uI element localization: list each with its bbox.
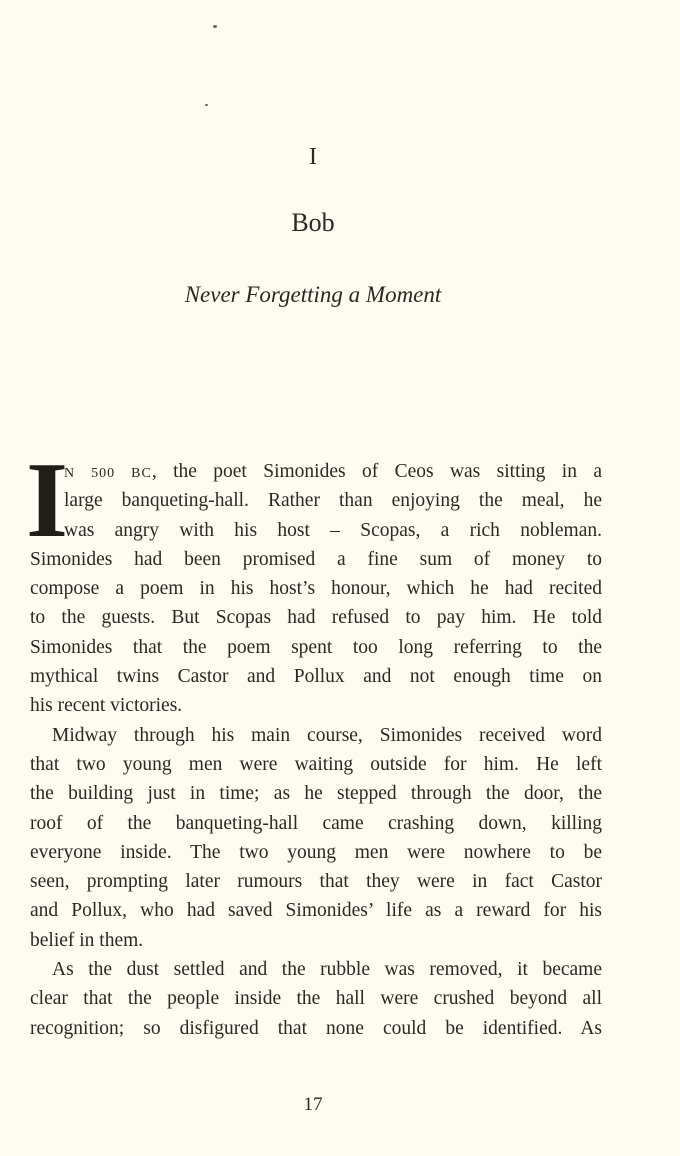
scan-speck bbox=[205, 104, 208, 106]
text-fragment: , the poet Simonides of Ceos was sitting in a bbox=[151, 461, 602, 482]
text-line: Simonides had been promised a fine sum of money to bbox=[30, 548, 602, 570]
text-line: large banqueting-hall. Rather than enjoying the meal, he bbox=[64, 490, 602, 512]
smallcaps-text: N 500 bbox=[64, 466, 132, 481]
text-line bbox=[30, 457, 602, 486]
text-line: to the guests. But Scopas had refused to pay him. He told bbox=[30, 607, 602, 629]
text-line: that two young men were waiting outside for him. He left bbox=[30, 753, 602, 775]
text-line: was angry with his host – Scopas, a rich nobleman. bbox=[64, 519, 602, 541]
text-line: As the dust settled and the rubble was removed, it became bbox=[52, 959, 602, 981]
text-line: and Pollux, who had saved Simonides’ life as a reward for his bbox=[30, 900, 602, 922]
text-line: Midway through his main course, Simonides received word bbox=[52, 724, 602, 746]
chapter-subtitle: Never Forgetting a Moment bbox=[184, 282, 442, 307]
text-line: roof of the banqueting-hall came crashing down, killing bbox=[30, 812, 602, 834]
text-line: Simonides that the poem spent too long referring to the bbox=[30, 636, 602, 658]
text-line: recognition; so disfigured that none could be identified. As bbox=[30, 1017, 602, 1039]
drop-cap: I bbox=[26, 441, 69, 560]
text-line: his recent victories. bbox=[30, 695, 183, 717]
text-line: belief in them. bbox=[30, 929, 144, 951]
body-text bbox=[30, 457, 602, 1043]
text-line: everyone inside. The two young men were nowhere to be bbox=[30, 841, 602, 863]
text-line: clear that the people inside the hall were crushed beyond all bbox=[30, 988, 602, 1010]
text-line: mythical twins Castor and Pollux and not enough time on bbox=[30, 666, 602, 688]
scan-speck bbox=[213, 25, 217, 28]
text-line: compose a poem in his host’s honour, which he had recited bbox=[30, 578, 602, 600]
chapter-number: I bbox=[309, 144, 317, 170]
page-number: 17 bbox=[303, 1094, 323, 1115]
text-line: the building just in time; as he stepped through the door, the bbox=[30, 783, 602, 805]
text-line: seen, prompting later rumours that they were in fact Castor bbox=[30, 871, 602, 893]
smallcaps-text: BC bbox=[131, 466, 152, 481]
chapter-title: Bob bbox=[291, 208, 335, 237]
